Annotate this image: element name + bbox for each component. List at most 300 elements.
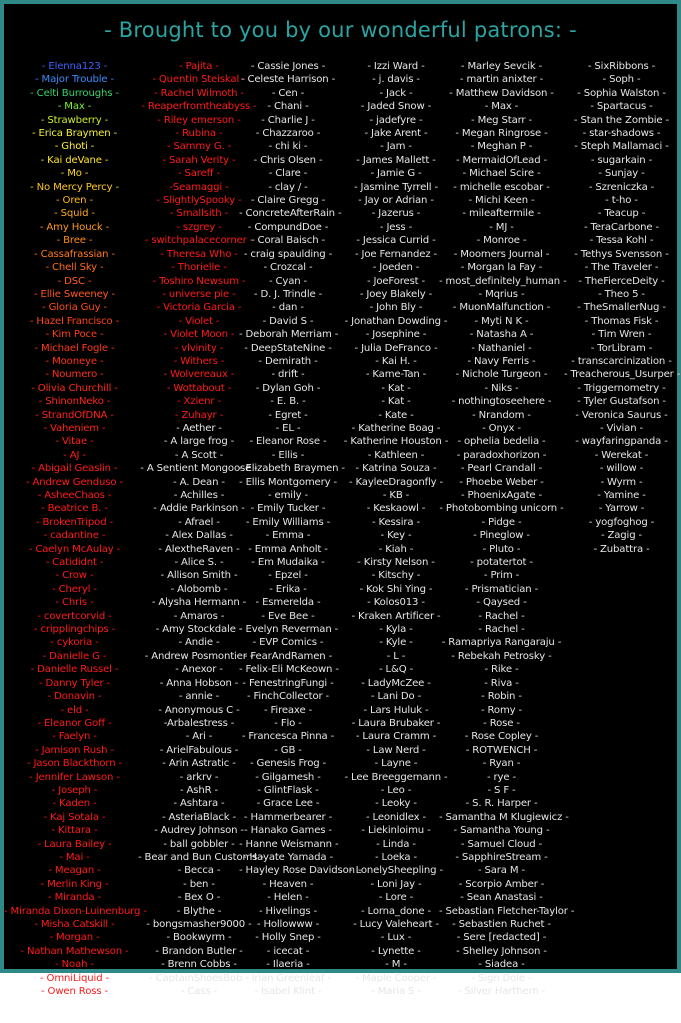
patron-name: - Pidge -: [481, 516, 522, 528]
patron-name: - Nathaniel -: [471, 342, 532, 354]
patron-name: - Noah -: [55, 959, 94, 971]
patron-name: - Laura Cramm -: [355, 731, 437, 743]
patron-name: - Strawberry -: [40, 114, 109, 126]
patron-name: - Vivian -: [599, 422, 644, 434]
patron-name: - Kirsty Nelson -: [357, 557, 435, 569]
patron-name: - Nathan Mathewson -: [20, 945, 129, 957]
patron-name: - John Bly -: [369, 302, 423, 314]
patron-name: - Kyla -: [379, 624, 413, 636]
patron-name: - Rachel Wilmoth -: [154, 87, 244, 99]
patron-name: - Miranda Dixon-Luinenburg -: [4, 905, 147, 917]
patron-name: - Natasha A -: [469, 329, 534, 341]
patron-name: - jadefyre -: [369, 114, 423, 126]
patron-name: - No Mercy Percy -: [30, 181, 119, 193]
patron-name: - Emma Anholt -: [248, 543, 328, 555]
patron-name: - covertcorvid -: [37, 610, 112, 622]
patron-name: - Erica Braymen -: [31, 128, 118, 140]
patron-name: - Rose Copley -: [464, 731, 539, 743]
patron-name: - AshR -: [179, 784, 219, 796]
patron-name: - A Scott -: [174, 449, 224, 461]
patron-name: - Owen Ross -: [40, 986, 109, 998]
patron-name: - Theo 5 -: [598, 288, 645, 300]
patron-name: - SlightlySpooky -: [156, 195, 242, 207]
patron-name: - Celeste Harrison -: [240, 74, 336, 86]
patron-name: - Spartacus -: [590, 101, 653, 113]
patron-name: - AlextheRaven -: [158, 543, 240, 555]
patron-name: - Michael Scire -: [462, 168, 541, 180]
patron-name: - Lore -: [378, 892, 414, 904]
patron-name: - Kame-Tan -: [365, 369, 427, 381]
patron-name: - Kiah -: [378, 543, 414, 555]
patron-name: - icecat -: [266, 945, 310, 957]
patron-name: - Kessira -: [371, 516, 421, 528]
patron-name: - Treacherous_Usurper -: [564, 369, 681, 381]
patron-name: - Alysha Hermann -: [151, 597, 247, 609]
patron-name: - Hayley Rose Davidson -: [239, 865, 362, 877]
patron-name: - Andrew Genduso -: [26, 476, 123, 488]
patron-name: - Moomers Journal -: [453, 248, 550, 260]
patron-name: - Smallsith -: [169, 208, 229, 220]
patron-name: - Danielle Russel -: [30, 664, 119, 676]
patron-name: - Hanne Weismann -: [239, 838, 339, 850]
patron-name: - bongsmasher9000 -: [146, 919, 252, 930]
patron-name: - Alobomb -: [170, 583, 228, 595]
patron-name: - Bear and Bun Customs -: [138, 851, 264, 863]
patron-name: - Cass -: [180, 986, 218, 998]
patron-name: - AsteriaBlack -: [161, 811, 237, 823]
patron-name: - CaptainShoesBob -: [149, 972, 249, 984]
patron-name: - Violet -: [178, 315, 220, 327]
patron-name: - Kate -: [378, 409, 414, 421]
patron-name: - Theresa Who -: [160, 248, 238, 260]
patron-name: - Rachel -: [478, 624, 525, 636]
patron-name: - Jack -: [379, 87, 413, 99]
patron-name: - Ellie Sweeney -: [33, 288, 116, 300]
patron-name: - martin anixter -: [459, 74, 544, 86]
patron-name: - Elenna123 -: [41, 61, 108, 72]
patron-name: - Nichole Turgeon -: [455, 369, 548, 381]
patron-name: - Onyx -: [482, 422, 521, 434]
patron-name: - Leonidlex -: [365, 811, 426, 823]
patron-name: - Jennifer Lawson -: [29, 771, 120, 783]
patron-name: - GlintFlask -: [257, 784, 319, 796]
patron-name: - Catididnt -: [45, 557, 104, 569]
patron-name: - ball gobbler -: [163, 838, 235, 850]
patron-name: - Sign Dole -: [471, 972, 532, 984]
patron-name: - Wottabout -: [166, 382, 232, 394]
patron-name: - Achilles -: [173, 490, 225, 501]
patron-name: - Oren -: [56, 195, 93, 207]
patron-name: - Caelyn McAulay -: [28, 543, 121, 555]
patron-name: - Egret -: [268, 409, 308, 421]
patron-name: - Grace Lee -: [256, 798, 320, 810]
patron-name: - Robin -: [481, 691, 522, 703]
patron-name: - Merlin King -: [40, 878, 109, 890]
patron-name: - universe pie -: [162, 288, 236, 300]
patron-name: - drift -: [271, 369, 305, 381]
patron-name: - Becca -: [177, 865, 221, 877]
patron-name: - Kitschy -: [371, 570, 421, 582]
patron-name: - Joseph -: [51, 784, 98, 796]
patron-name: - Rebekah Petrosky -: [451, 650, 552, 662]
patron-name: - Phoebe Weber -: [459, 476, 544, 488]
patron-name: - Monroe -: [476, 235, 527, 247]
patron-name: - Meg Starr -: [471, 114, 532, 126]
patron-name: - Rubina -: [175, 128, 223, 140]
patron-name: - Bex O -: [177, 892, 221, 904]
patron-name: - L&Q -: [378, 664, 414, 676]
patron-name: - Navy Ferris -: [467, 355, 536, 367]
patron-name: - Quentin Steiskal -: [152, 74, 246, 86]
patron-name: - Rose -: [483, 717, 520, 729]
patron-name: - Arin Astratic -: [162, 758, 236, 770]
patron-name: - Anexor -: [175, 664, 223, 676]
patron-name: - Beatrice B. -: [41, 503, 108, 515]
patron-name: - David S -: [262, 315, 314, 327]
patron-name: - Zubattra -: [593, 543, 650, 555]
patron-name: - Emily Williams -: [245, 516, 331, 528]
patron-name: - Hivelings -: [258, 905, 317, 917]
patron-name: - Tim Wren -: [591, 329, 652, 341]
patron-name: - ShinonNeko -: [38, 396, 111, 408]
patron-name: - Jay or Adrian -: [358, 195, 434, 207]
patron-name: - Isabel Klint -: [254, 986, 322, 998]
patron-name: - Emma -: [265, 530, 311, 542]
patron-name: - FearAndRamen -: [243, 650, 333, 662]
patron-name: - Tethys Svensson -: [574, 248, 669, 260]
patron-name: - Kai H. -: [375, 355, 417, 367]
patron-name: - Shelley Johnson -: [456, 945, 547, 957]
patron-name: - Scorpio Amber -: [458, 878, 545, 890]
patrons-title: - Brought to you by our wonderful patrons: -: [104, 18, 577, 42]
patron-name: - TheFierceDeity -: [578, 275, 665, 287]
patron-name: - Flo -: [274, 717, 302, 729]
patron-name: - Linda -: [376, 838, 416, 850]
patron-name: - Soph -: [602, 74, 641, 86]
patron-name: - Matthew Davidson -: [449, 87, 554, 99]
patron-name: - yogfoghog -: [588, 516, 655, 528]
patron-name: - CompundDoe -: [247, 221, 329, 233]
patron-name: - Tyler Gustafson -: [577, 396, 666, 408]
patron-name: - Kok Shi Ying -: [359, 583, 433, 595]
patron-name: - Abigail Geaslin -: [31, 463, 118, 475]
patron-name: - Lynette -: [371, 945, 421, 957]
patron-name: - chi ki -: [268, 141, 308, 153]
patron-name: - Morgan -: [49, 932, 100, 944]
patron-name: - SapphireStream -: [455, 851, 548, 863]
patron-name: - Gilgamesh -: [255, 771, 321, 783]
patron-name: - Sammy G. -: [166, 141, 232, 153]
patron-name: - Myti N K -: [474, 315, 529, 327]
patron-name: - Leoky -: [375, 798, 417, 810]
patron-name: - annie -: [178, 691, 220, 703]
patron-name: - Jess -: [379, 221, 413, 233]
patron-name: - TorLibram -: [590, 342, 653, 354]
patron-name: - j. davis -: [372, 74, 420, 86]
patron-name: - Kat -: [381, 382, 411, 394]
patron-name: - Laura Brubaker -: [351, 717, 441, 729]
patron-name: - Katrina Souza -: [355, 463, 437, 475]
patron-name: -Arbalestress -: [163, 717, 235, 729]
patron-name: - Stan the Zombie -: [573, 114, 670, 126]
patron-name: - Toshiro Newsum -: [152, 275, 246, 287]
patron-name: - Chell Sky -: [45, 262, 104, 274]
patron-name: - Claire Gregg -: [250, 195, 326, 207]
patron-name: - Wolvereaux -: [163, 369, 235, 381]
patron-name: - Niks -: [484, 382, 519, 394]
patron-name: - Hanako Games -: [244, 825, 332, 837]
patron-name: - Charlie J -: [261, 114, 315, 126]
patron-name: - szgrey -: [176, 221, 222, 233]
patron-name: - Ilaeria -: [266, 959, 310, 971]
patron-name: - most_definitely_human -: [439, 275, 567, 287]
patron-name: - Sebastien Ruchet -: [452, 919, 551, 930]
patron-name: - Yamine -: [597, 490, 646, 501]
patron-name: - Ellis Montgomery -: [239, 476, 337, 488]
patron-name: - Vitae -: [55, 436, 94, 448]
patron-name: - Ashtara -: [173, 798, 225, 810]
patron-name: - KayleeDragonfly -: [348, 476, 444, 488]
patron-name: - Veronica Saurus -: [575, 409, 668, 421]
patron-name: - LadyMcZee -: [361, 677, 431, 689]
patron-name: - Coral Baisch -: [251, 235, 325, 247]
patron-name: - star-shadows -: [582, 128, 661, 140]
patron-name: - Morgan la Fay -: [460, 262, 543, 274]
patron-name: - Steph Mallamaci -: [574, 141, 669, 153]
patron-name: - Xzienr -: [177, 396, 221, 408]
patron-name: - Cen -: [271, 87, 305, 99]
patron-name: - potatertot -: [470, 557, 533, 569]
patron-name: - Werekat -: [594, 449, 649, 461]
patron-column-4: [340, 60, 452, 998]
patron-name: - Lee Breeggemann -: [344, 771, 448, 783]
patron-name: - Marley Sevcik -: [460, 61, 543, 72]
patron-name: - Tessa Kohl -: [589, 235, 654, 247]
patron-name: - Cassafrassian -: [34, 248, 115, 260]
patron-name: - Prim -: [483, 570, 520, 582]
patron-name: - Nrandom -: [472, 409, 531, 421]
patron-name: - rye -: [487, 771, 516, 783]
patron-name: - M -: [385, 959, 407, 971]
patron-name: - Vaheniem -: [43, 422, 106, 434]
patron-name: - Cassie Jones -: [250, 61, 326, 72]
patron-name: - Izzi Ward -: [367, 61, 425, 72]
patron-name: - E. B. -: [270, 396, 306, 408]
patron-name: - Esmerelda -: [255, 597, 321, 609]
patron-name: - S F -: [487, 784, 516, 796]
patron-name: - Noumero -: [45, 369, 104, 381]
patron-name: - S. R. Harper -: [465, 798, 538, 810]
patron-name: - Mooneye -: [45, 355, 104, 367]
patron-name: - Sebastian Fletcher-Taylor -: [439, 905, 575, 917]
patron-name: - Jamison Rush -: [35, 744, 114, 756]
patron-name: - L -: [386, 650, 406, 662]
patron-name: - Ramapriya Rangaraju -: [441, 637, 562, 649]
patron-name: - Thorielle -: [171, 262, 227, 274]
patron-name: - Anonymous C -: [158, 704, 240, 716]
patron-name: - JoeForest -: [366, 275, 426, 287]
patron-name: - Sareff -: [177, 168, 221, 180]
patron-name: - Maria S -: [371, 986, 421, 998]
patron-name: - Joey Blakely -: [359, 288, 433, 300]
patron-name: - Aether -: [176, 422, 222, 434]
patron-name: - paradoxhorizon -: [456, 449, 547, 461]
patron-name: - sugarkain -: [590, 154, 653, 166]
patron-name: - ConcreteAfterRain -: [239, 208, 342, 220]
patron-name: - Meagan -: [48, 865, 101, 877]
patron-name: - The Traveler -: [584, 262, 659, 274]
patron-name: - Joeden -: [372, 262, 420, 274]
patron-name: - ArielFabulous -: [159, 744, 239, 756]
patron-name: - Dylan Goh -: [255, 382, 321, 394]
patron-column-1: [4, 60, 145, 998]
patron-name: - Kaden -: [52, 798, 97, 810]
patron-name: - Eleanor Goff -: [37, 717, 112, 729]
patron-name: - A. Dean -: [173, 476, 225, 488]
patron-name: - cadantine -: [43, 530, 106, 542]
patron-name: - Danielle G -: [42, 650, 107, 662]
patron-name: - Em Mudaika -: [251, 557, 325, 569]
patron-name: - wayfaringpanda -: [575, 436, 668, 448]
patron-name: - Ari -: [185, 731, 213, 743]
patron-name: - Sere [redacted] -: [456, 932, 547, 944]
patron-name: - Riva -: [484, 677, 519, 689]
patron-name: - t-ho -: [605, 195, 638, 207]
patron-name: - Brenn Cobbs -: [161, 959, 237, 971]
patron-name: - Crow -: [55, 570, 94, 582]
patron-name: - Bree -: [56, 235, 93, 247]
patron-name: - Keskaowl -: [366, 503, 426, 515]
patron-name: - AsheeChaos -: [37, 490, 112, 501]
patron-name: - Kittara -: [51, 825, 98, 837]
patron-name: - Holly Snep -: [255, 932, 321, 944]
patron-name: - Jake Arent -: [364, 128, 428, 140]
patron-name: - Teacup -: [597, 208, 646, 220]
patron-name: - Hammerbearer -: [243, 811, 333, 823]
patron-name: - Sean Anastasi -: [460, 892, 543, 904]
patron-name: - Evelyn Reverman -: [239, 624, 339, 636]
patron-name: - Leo -: [380, 784, 412, 796]
patron-name: - vlvinity -: [174, 342, 224, 354]
patron-name: - Samantha M Klugiewicz -: [439, 811, 569, 823]
patron-name: - nothingtoseehere -: [451, 396, 552, 408]
patron-name: - Josephine -: [365, 329, 427, 341]
patron-name: - MuonMalfunction -: [452, 302, 551, 314]
patron-name: - Thomas Fisk -: [584, 315, 659, 327]
patron-name: - Maple Cooper -: [355, 972, 437, 984]
patron-name: - Fireaxe -: [263, 704, 313, 716]
patron-name: - Pluto -: [482, 543, 521, 555]
patron-name: - Meghan P -: [470, 141, 533, 153]
patron-name: - Eleanor Rose -: [249, 436, 327, 448]
patron-name: - Zagig -: [600, 530, 643, 542]
patron-name: - James Mallett -: [356, 154, 436, 166]
patron-name: - Amy Houck -: [39, 221, 110, 233]
patron-name: - Rike -: [484, 664, 519, 676]
patron-name: - Loeka -: [374, 851, 418, 863]
patron-name: - MJ -: [489, 221, 514, 233]
patron-name: - Irian Greenleaf -: [245, 972, 331, 984]
patron-name: - StrandOfDNA -: [35, 409, 114, 421]
patron-name: - Erika -: [269, 583, 307, 595]
patron-name: - Prismatician -: [464, 583, 539, 595]
patron-name: - emily -: [268, 490, 308, 501]
patron-name: - ROTWENCH -: [465, 744, 538, 756]
patron-name: - cripplingchips -: [33, 624, 116, 636]
patron-name: - Kat -: [381, 396, 411, 408]
patron-name: - Lux -: [380, 932, 412, 944]
patron-name: - Alex Dallas -: [165, 530, 233, 542]
patron-name: - Jasmine Tyrrell -: [353, 181, 438, 193]
patron-name: - FenestringFungi -: [242, 677, 334, 689]
patron-name: - Szreniczka -: [588, 181, 655, 193]
patron-name: - eld -: [60, 704, 89, 716]
patron-name: - Amaros -: [173, 610, 225, 622]
patron-name: - Samantha Young -: [453, 825, 550, 837]
patron-name: - TheSmallerNug -: [577, 302, 666, 314]
patron-name: - Triggernometry -: [577, 382, 666, 394]
patron-name: - BrokenTripod -: [35, 516, 114, 528]
patron-name: - SixRibbons -: [587, 61, 656, 72]
patron-name: - Afrael -: [178, 516, 220, 528]
patron-name: - Felix-Eli McKeown -: [239, 664, 339, 676]
patron-name: - GB -: [274, 744, 302, 756]
patron-name: - Qaysed -: [476, 597, 527, 609]
patron-name: - Chris Olsen -: [253, 154, 323, 166]
patron-name: - Mai -: [59, 851, 90, 863]
patron-name: - Anna Hobson -: [159, 677, 239, 689]
patron-name: - Squid -: [54, 208, 95, 220]
patron-name: - Michi Keen -: [468, 195, 535, 207]
patron-name: - Mo -: [60, 168, 89, 180]
patron-name: - TeraCarbone -: [583, 221, 660, 233]
patron-name: - willow -: [599, 463, 644, 475]
patron-name: - Clare -: [268, 168, 308, 180]
patron-name: - Michael Fogle -: [34, 342, 115, 354]
patron-name: - Sophia Walston -: [577, 87, 666, 99]
patron-name: - Hollowww -: [256, 919, 320, 930]
patron-name: - Amy Stockdale -: [155, 624, 243, 636]
patron-name: - Sarah Verity -: [162, 154, 236, 166]
patron-name: - Kyle -: [379, 637, 413, 649]
patron-name: - Silver Harthern -: [457, 986, 546, 998]
patron-name: - Ryan -: [482, 758, 521, 770]
patron-name: - A Sentient Mongoose -: [140, 463, 258, 475]
patron-name: - Pajita -: [179, 61, 219, 72]
patron-column-3: [239, 60, 362, 998]
patron-name: - Faelyn -: [52, 731, 97, 743]
patron-name: - Max -: [57, 101, 92, 113]
patron-name: - Joe Fernandez -: [354, 248, 438, 260]
patron-column-6: [564, 60, 679, 556]
patron-name: - mileaftermile -: [462, 208, 541, 220]
patron-name: - Donavin -: [47, 691, 102, 703]
patron-name: - dan -: [272, 302, 304, 314]
patron-name: - clay / -: [268, 181, 308, 193]
patron-name: - Wyrm -: [600, 476, 643, 488]
patron-name: - AJ -: [63, 449, 86, 461]
patron-name: - Addie Parkinson -: [153, 503, 245, 515]
patron-name: - Layne -: [374, 758, 418, 770]
patron-name: - MermaidOfLead -: [455, 154, 548, 166]
patron-name: - Pineglow -: [473, 530, 530, 542]
patron-name: - Max -: [484, 101, 519, 113]
patron-name: - Blythe -: [176, 905, 222, 917]
patron-name: - Laura Bailey -: [37, 838, 112, 850]
patron-name: - Law Nerd -: [366, 744, 426, 756]
patron-name: - Liekinloimu -: [361, 825, 431, 837]
patron-name: - Hazel Francisco -: [29, 315, 120, 327]
